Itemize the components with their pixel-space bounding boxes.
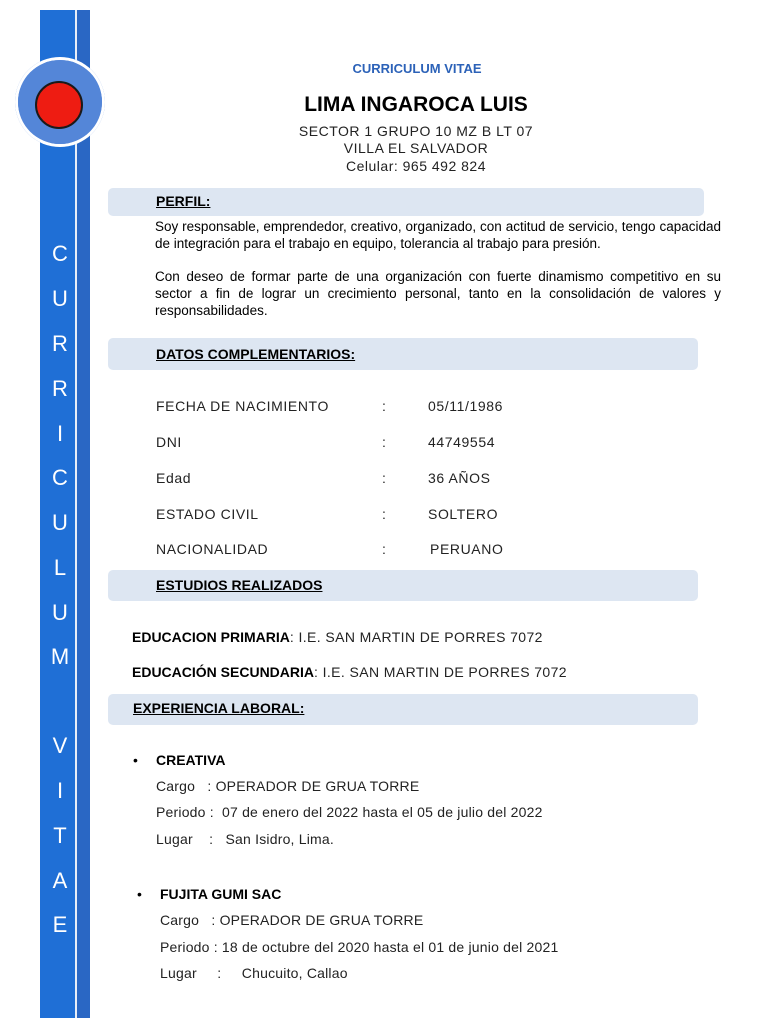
data-label: Edad (156, 470, 192, 486)
profile-paragraph-2: Con deseo de formar parte de una organización con fuerte dinamismo competitivo en su sector a fin de lograr un crecimiento personal, tanto en la consolidación de valores y responsabilidades. (155, 269, 721, 318)
sidebar-letter: C (52, 241, 68, 266)
sidebar-letter: I (56, 778, 64, 803)
bullet-icon: • (137, 886, 142, 902)
job-company: CREATIVA (156, 752, 226, 768)
address-line-2: VILLA EL SALVADOR (343, 140, 489, 156)
sidebar-letter: U (52, 600, 68, 625)
sidebar-letter: T (53, 823, 67, 848)
data-separator: : (382, 541, 387, 557)
section-title-estudios: ESTUDIOS REALIZADOS (156, 577, 323, 593)
document-title: CURRICULUM VITAE (352, 61, 482, 76)
data-value: 44749554 (428, 434, 496, 450)
sidebar-letter: E (52, 912, 68, 937)
sidebar-letter: V (52, 733, 68, 758)
sidebar-letter: R (52, 376, 68, 401)
data-value: 05/11/1986 (428, 398, 504, 414)
data-label: FECHA DE NACIMIENTO (156, 398, 329, 414)
data-label: DNI (156, 434, 182, 450)
data-value: PERUANO (430, 541, 504, 557)
address-line-1: SECTOR 1 GRUPO 10 MZ B LT 07 (298, 123, 534, 139)
data-value: SOLTERO (428, 506, 499, 522)
data-separator: : (382, 434, 387, 450)
job-cargo: Cargo : OPERADOR DE GRUA TORRE (160, 912, 424, 928)
person-name: LIMA INGAROCA LUIS (304, 93, 528, 116)
education-primary-school: : I.E. SAN MARTIN DE PORRES 7072 (289, 629, 543, 645)
job-company: FUJITA GUMI SAC (160, 886, 282, 902)
education-primary-label: EDUCACION PRIMARIA (132, 629, 290, 645)
sidebar-letter: R (52, 331, 68, 356)
data-separator: : (382, 398, 387, 414)
profile-paragraph-1: Soy responsable, emprendedor, creativo, organizado, con actitud de servicio, tengo capacidad de integración para el trabajo en equipo, tolerancia al trabajo para presión. (155, 219, 721, 251)
phone-number: Celular: 965 492 824 (346, 158, 486, 174)
bullet-icon: • (133, 752, 138, 768)
data-label: ESTADO CIVIL (156, 506, 259, 522)
sidebar-letter: C (52, 465, 68, 490)
sidebar-letter: L (53, 555, 67, 580)
sidebar-letter: U (52, 510, 68, 535)
sidebar-letter: I (56, 421, 64, 446)
job-lugar: Lugar : San Isidro, Lima. (156, 831, 334, 847)
sidebar-letter: A (52, 868, 68, 893)
job-lugar: Lugar : Chucuito, Callao (160, 965, 348, 981)
data-value: 36 AÑOS (428, 470, 491, 486)
data-separator: : (382, 470, 387, 486)
job-periodo: Periodo : 07 de enero del 2022 hasta el 05 de julio del 2022 (156, 804, 543, 820)
job-cargo: Cargo : OPERADOR DE GRUA TORRE (156, 778, 420, 794)
education-secondary-school: : I.E. SAN MARTIN DE PORRES 7072 (314, 664, 567, 680)
education-secondary (132, 664, 567, 680)
sidebar-letter: U (52, 286, 68, 311)
job-periodo: Periodo : 18 de octubre del 2020 hasta el 01 de junio del 2021 (160, 939, 559, 955)
education-primary (132, 629, 543, 645)
data-label: NACIONALIDAD (156, 541, 269, 557)
section-title-datos: DATOS COMPLEMENTARIOS: (156, 346, 356, 362)
sidebar-letter: M (50, 644, 70, 669)
education-secondary-label: EDUCACIÓN SECUNDARIA (132, 664, 315, 680)
data-separator: : (382, 506, 387, 522)
section-title-experiencia: EXPERIENCIA LABORAL: (133, 700, 305, 716)
section-title-perfil: PERFIL: (156, 193, 211, 209)
